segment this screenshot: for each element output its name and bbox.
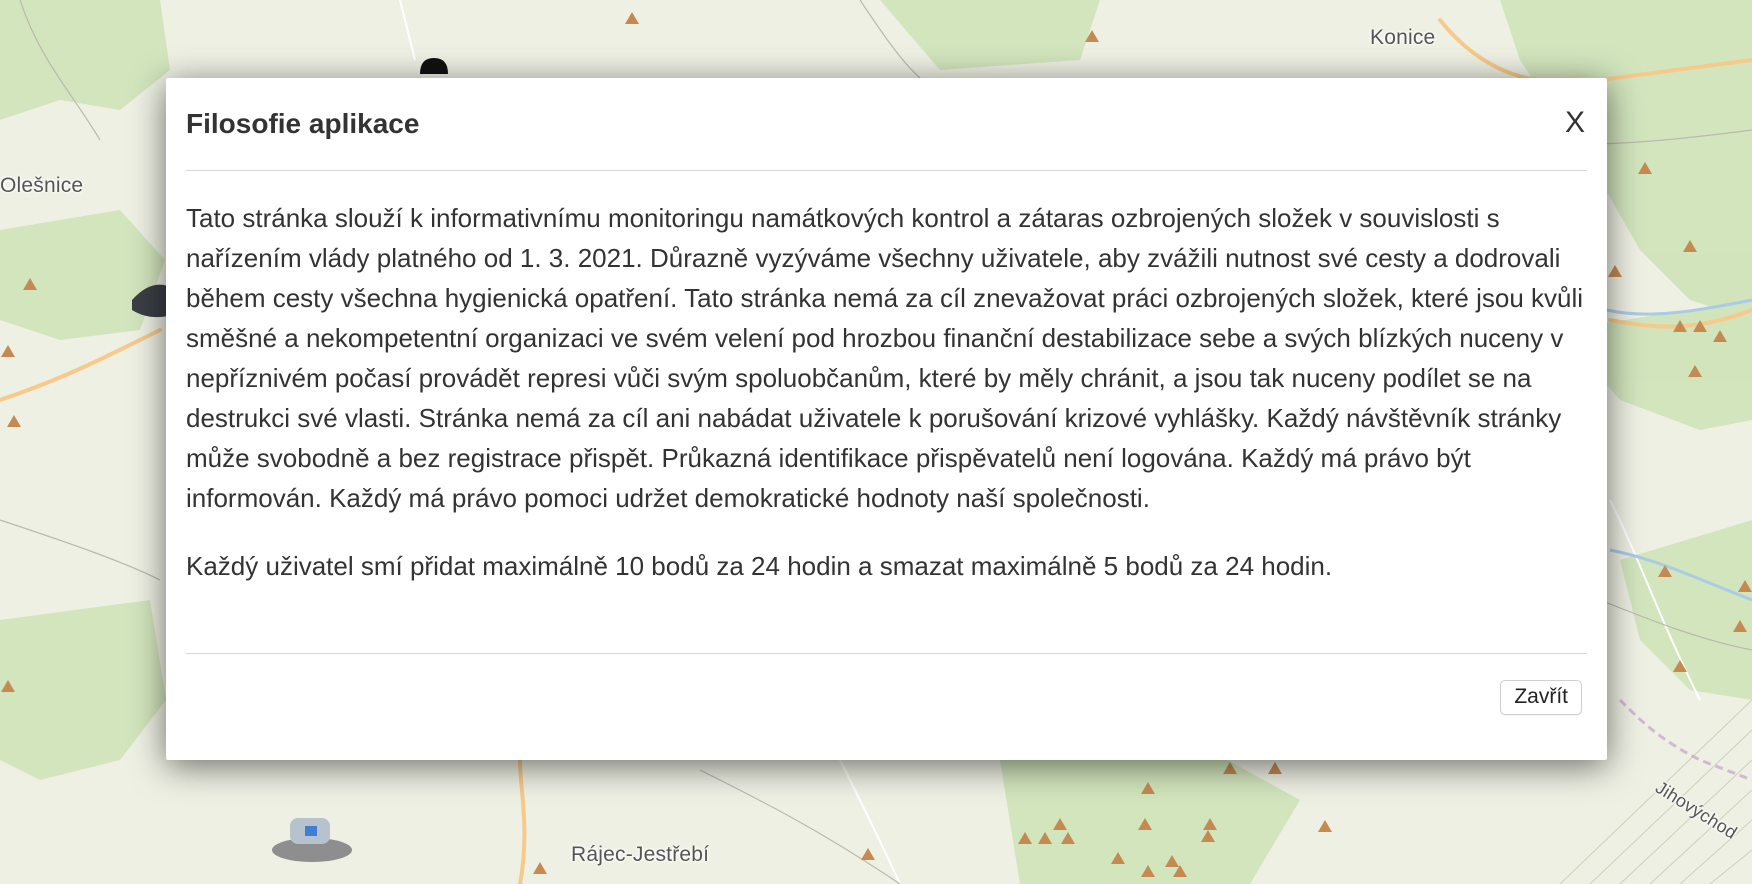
dialog-header [186, 78, 1587, 171]
dialog-footer [186, 653, 1587, 760]
map-label-rajec-jestrebi: Rájec-Jestřebí [571, 843, 710, 866]
map-label-konice: Konice [1370, 26, 1436, 49]
police-marker-icon[interactable] [420, 58, 448, 74]
map-label-jihovychod: Jihovýchod [1651, 777, 1741, 843]
close-button[interactable]: Zavřít [1500, 680, 1582, 715]
dialog-paragraph-philosophy: Tato stránka slouží k informativnímu monitoringu namátkových kontrol a zátaras ozbrojených složek v souvislosti s nařízením vlády platného od 1. 3. 2021. Důrazně vyzýváme všechny uživatele, aby zvážili nutnost své cesty a dodrovali během cesty všechna hygienická opatření. Tato stránka nemá za cíl znevažovat práci ozbrojených složek, které jsou kvůli směšné a nekompetentní organizaci ve svém velení pod hrozbou finanční destabilizace sebe a svých blízkých nuceny v nepříznivém počasí provádět represi vůči svým spoluobčanům, které by měly chránit, a jsou tak nuceny podílet se na destrukci své vlasti. Stránka nemá za cíl ani nabádat uživatele k porušování krizové vyhlášky. Každý návštěvník stránky může svobodně a bez registrace přispět. Průkazná identifikace přispěvatelů není logována. Každý má právo být informován. Každý má právo pomoci udržet demokratické hodnoty naší společnosti. [186, 203, 1584, 513]
close-icon[interactable]: X [1564, 106, 1585, 139]
dialog-title: Filosofie aplikace [186, 108, 420, 139]
dialog-paragraph-limits: Každý uživatel smí přidat maximálně 10 bodů za 24 hodin a smazat maximálně 5 bodů za 24 hodin. [186, 551, 1333, 581]
philosophy-dialog [166, 78, 1607, 760]
dialog-body [186, 198, 1589, 586]
map-label-olesnice: Olešnice [0, 174, 84, 197]
police-car-marker-icon[interactable] [272, 818, 352, 862]
